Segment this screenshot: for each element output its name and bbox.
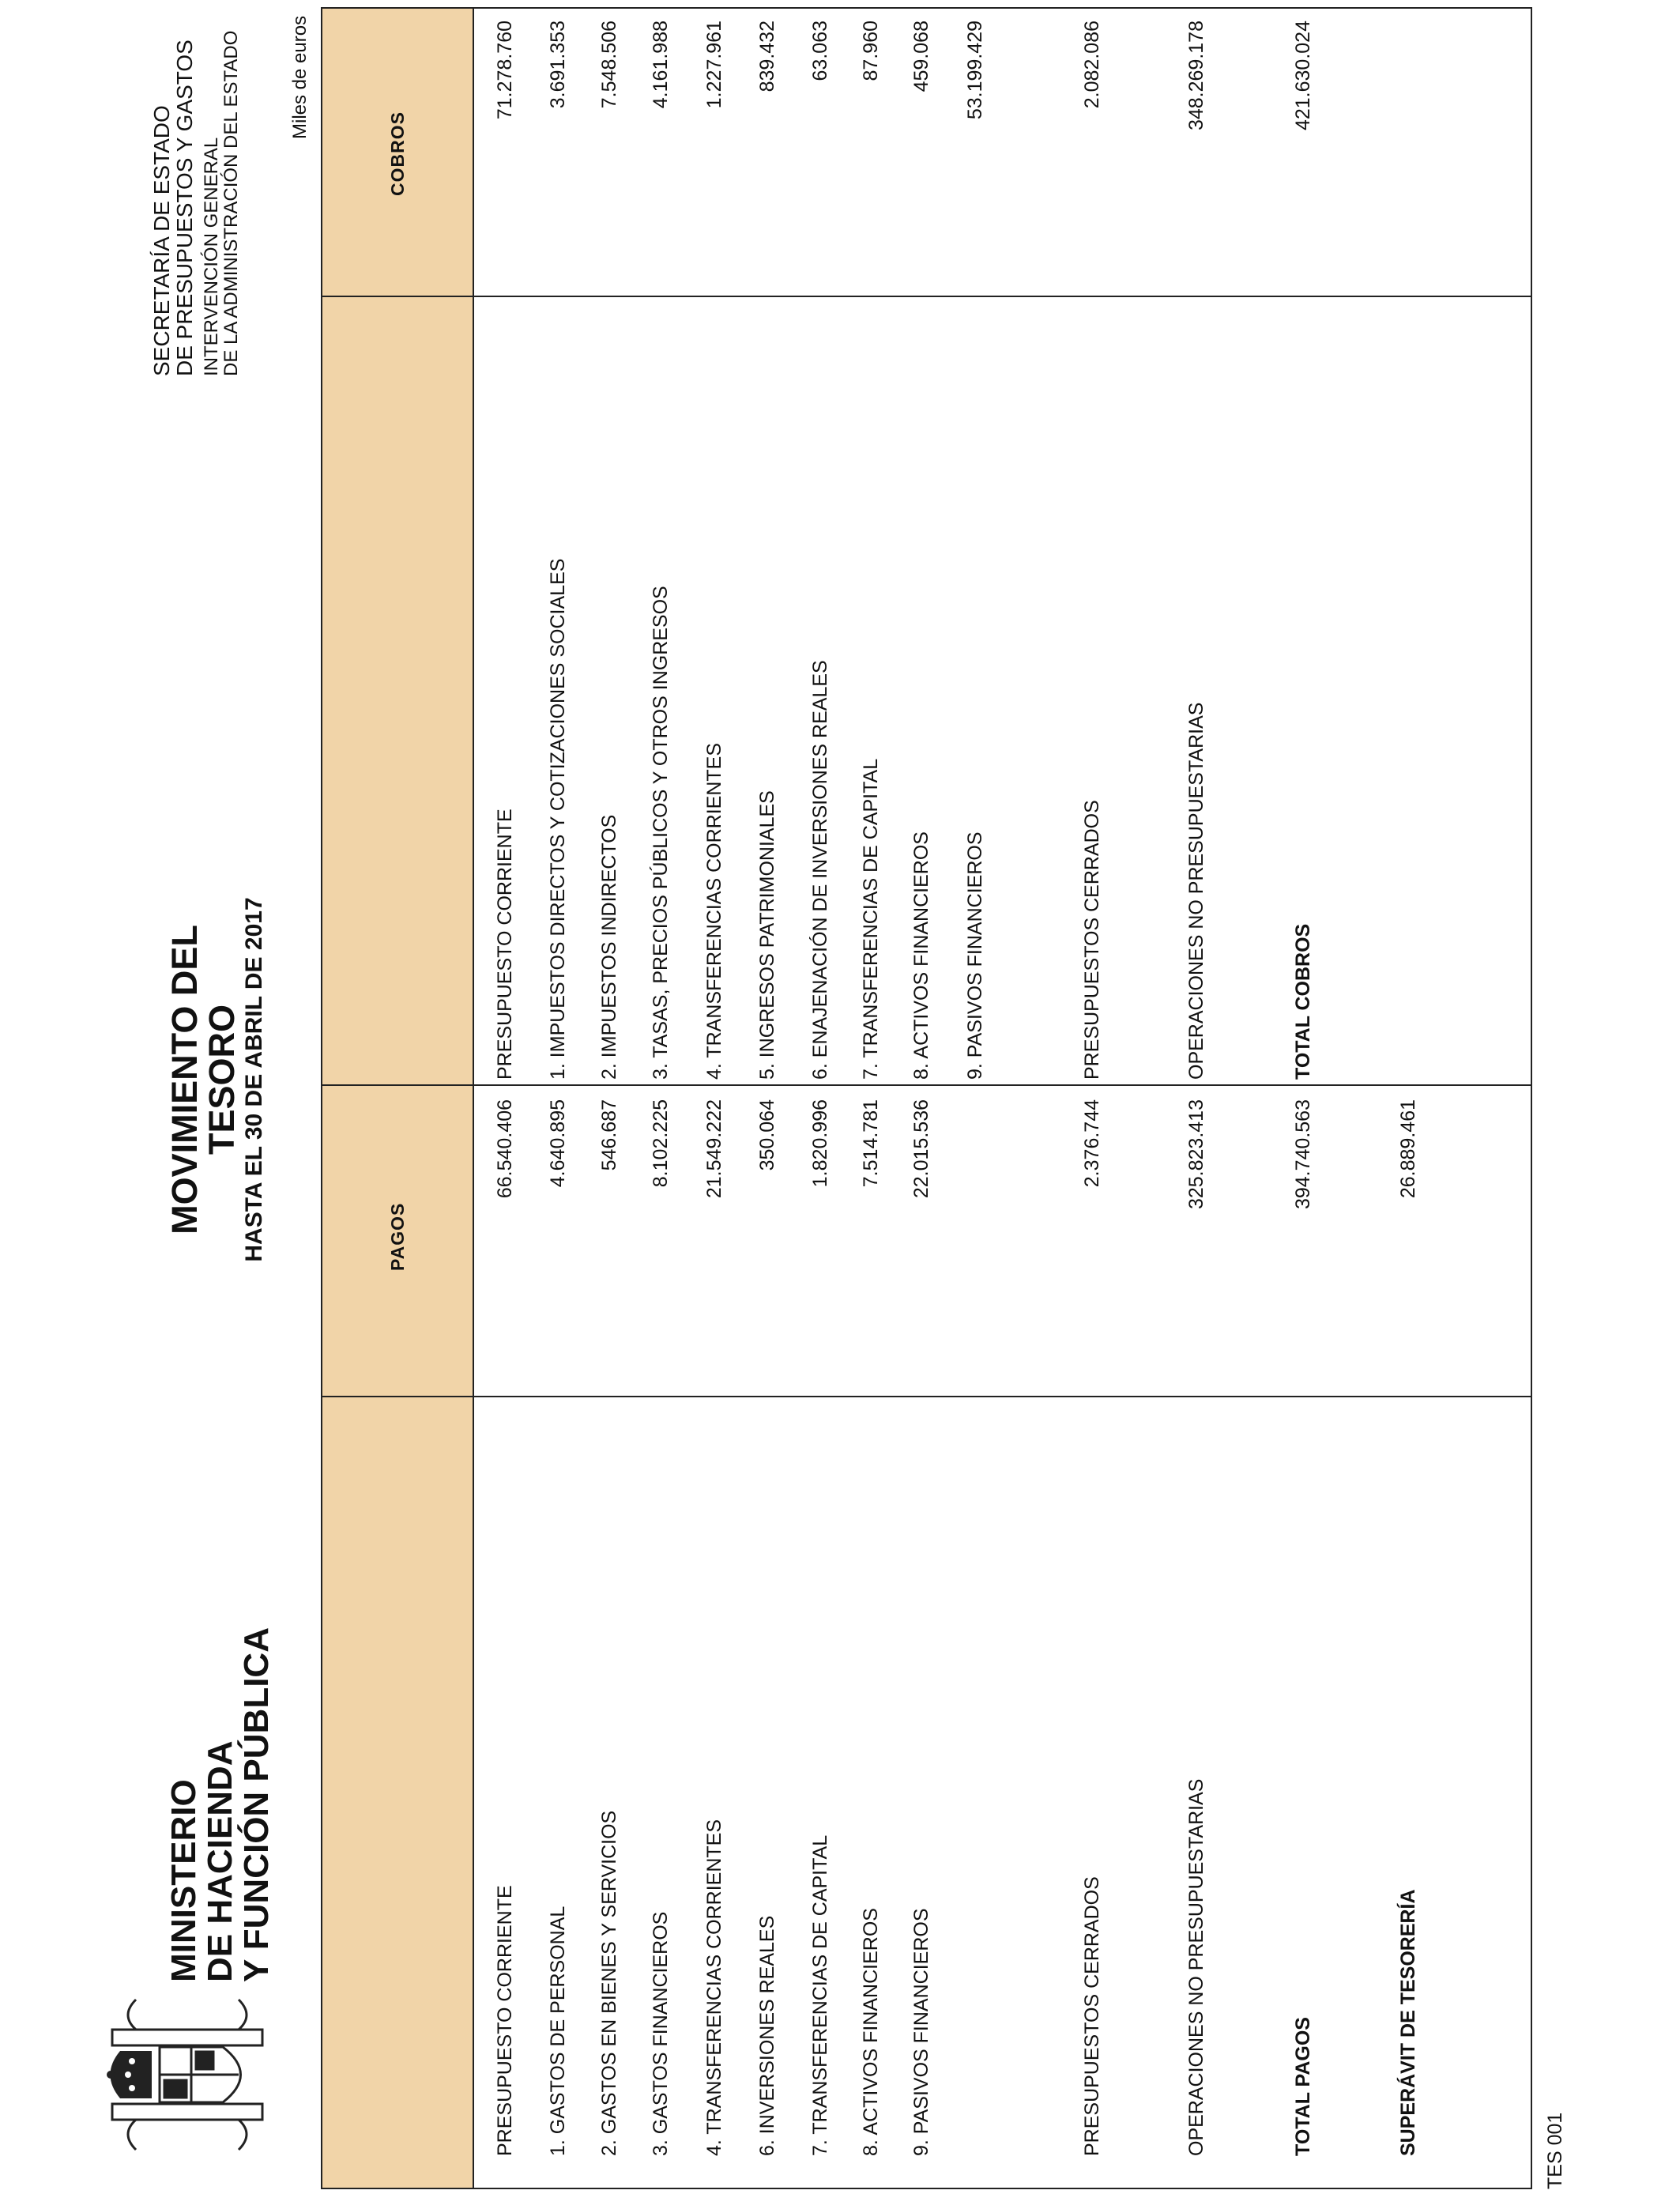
document-code: TES 001 — [1544, 2112, 1566, 2189]
pagos-row-value: 22.015.536 — [910, 1099, 932, 1199]
cobros-row-label: 3. TASAS, PRECIOS PÚBLICOS Y OTROS INGRESOS — [650, 586, 672, 1080]
pagos-row-label: PRESUPUESTOS CERRADOS — [1081, 1876, 1103, 2156]
pagos-row-label: OPERACIONES NO PRESUPUESTARIAS — [1185, 1778, 1207, 2156]
ministry-line-1: MINISTERIO — [164, 1779, 203, 1982]
pagos-row-value: 21.549.222 — [703, 1099, 725, 1199]
ministry-line-3: Y FUNCIÓN PÚBLICA — [237, 1627, 277, 1982]
pagos-row-value: 26.889.461 — [1397, 1099, 1419, 1199]
pagos-row-label: TOTAL PAGOS — [1292, 2017, 1314, 2156]
pagos-row-value: 394.740.563 — [1292, 1099, 1314, 1210]
pagos-row-value: 325.823.413 — [1185, 1099, 1207, 1210]
pagos-column-header: PAGOS — [387, 1202, 408, 1271]
cobros-row-value: 421.630.024 — [1292, 21, 1314, 131]
secretaria-line-1: SECRETARÍA DE ESTADO — [149, 105, 174, 376]
pagos-row-value: 2.376.744 — [1081, 1099, 1103, 1188]
cobros-row-value: 3.691.353 — [547, 21, 569, 109]
pagos-row-value: 4.640.895 — [547, 1099, 569, 1188]
pagos-row-label: 6. INVERSIONES REALES — [756, 1915, 778, 2156]
cobros-row-value: 4.161.988 — [650, 21, 672, 109]
pagos-row-label: 4. TRANSFERENCIAS CORRIENTES — [703, 1819, 725, 2156]
cobros-row-label: 2. IMPUESTOS INDIRECTOS — [598, 814, 620, 1080]
cobros-row-label: 4. TRANSFERENCIAS CORRIENTES — [703, 742, 725, 1080]
ministry-name — [166, 1627, 276, 1982]
treasury-table — [321, 7, 1532, 2189]
pagos-row-label: 3. GASTOS FINANCIEROS — [650, 1911, 672, 2156]
cobros-row-label: PRESUPUESTOS CERRADOS — [1081, 800, 1103, 1080]
cobros-row-label: 5. INGRESOS PATRIMONIALES — [756, 790, 778, 1080]
secretaria-block — [150, 28, 241, 376]
pagos-row-value: 1.820.996 — [809, 1099, 831, 1188]
cobros-row-label: 7. TRANSFERENCIAS DE CAPITAL — [860, 758, 882, 1080]
intervencion-line-2: DE LA ADMINISTRACIÓN DEL ESTADO — [220, 30, 242, 376]
cobros-row-value: 63.063 — [809, 21, 831, 81]
pagos-row-value: 7.514.781 — [860, 1099, 882, 1188]
cobros-row-label: 6. ENAJENACIÓN DE INVERSIONES REALES — [809, 660, 831, 1080]
document-title-block — [166, 874, 268, 1285]
page-subtitle: HASTA EL 30 DE ABRIL DE 2017 — [240, 897, 267, 1262]
units-label: Miles de euros — [289, 15, 311, 139]
cobros-row-value: 839.432 — [756, 21, 778, 92]
pagos-row-value: 350.064 — [756, 1099, 778, 1171]
divider-pagos-label — [322, 1396, 1531, 1397]
pagos-row-label: 7. TRANSFERENCIAS DE CAPITAL — [809, 1834, 831, 2156]
header-divider — [473, 9, 474, 2188]
intervencion-line-1: INTERVENCIÓN GENERAL — [200, 137, 222, 376]
pagos-row-label: 9. PASIVOS FINANCIEROS — [910, 1908, 932, 2156]
pagos-row-value: 8.102.225 — [650, 1099, 672, 1188]
pagos-row-label: 1. GASTOS DE PERSONAL — [547, 1906, 569, 2156]
cobros-row-value: 2.082.086 — [1081, 21, 1103, 109]
cobros-column-header: COBROS — [387, 111, 408, 196]
cobros-row-label: OPERACIONES NO PRESUPUESTARIAS — [1185, 702, 1207, 1080]
cobros-row-value: 1.227.961 — [703, 21, 725, 109]
cobros-row-value: 459.068 — [910, 21, 932, 92]
cobros-row-label: 9. PASIVOS FINANCIEROS — [964, 831, 986, 1080]
coat-of-arms-icon — [104, 1984, 270, 2166]
cobros-row-label: PRESUPUESTO CORRIENTE — [494, 809, 516, 1080]
page-title: MOVIMIENTO DEL TESORO — [164, 925, 243, 1235]
cobros-row-value: 348.269.178 — [1185, 21, 1207, 131]
cobros-row-value: 71.278.760 — [494, 21, 516, 120]
cobros-row-label: 8. ACTIVOS FINANCIEROS — [910, 831, 932, 1080]
cobros-row-label: 1. IMPUESTOS DIRECTOS Y COTIZACIONES SOCIALES — [547, 558, 569, 1080]
pagos-row-label: SUPERÁVIT DE TESORERÍA — [1397, 1889, 1419, 2156]
pagos-row-label: PRESUPUESTO CORRIENTE — [494, 1885, 516, 2156]
cobros-row-value: 53.199.429 — [964, 21, 986, 120]
cobros-row-label: TOTAL COBROS — [1292, 923, 1314, 1080]
pagos-row-value: 66.540.406 — [494, 1099, 516, 1199]
divider-middle — [322, 1084, 1531, 1086]
pagos-row-label: 2. GASTOS EN BIENES Y SERVICIOS — [598, 1810, 620, 2156]
cobros-row-value: 7.548.506 — [598, 21, 620, 109]
cobros-row-value: 87.960 — [860, 21, 882, 81]
pagos-row-label: 8. ACTIVOS FINANCIEROS — [860, 1908, 882, 2156]
pagos-row-value: 546.687 — [598, 1099, 620, 1171]
secretaria-line-2: DE PRESUPUESTOS Y GASTOS — [172, 40, 198, 376]
ministry-line-2: DE HACIENDA — [201, 1740, 240, 1982]
